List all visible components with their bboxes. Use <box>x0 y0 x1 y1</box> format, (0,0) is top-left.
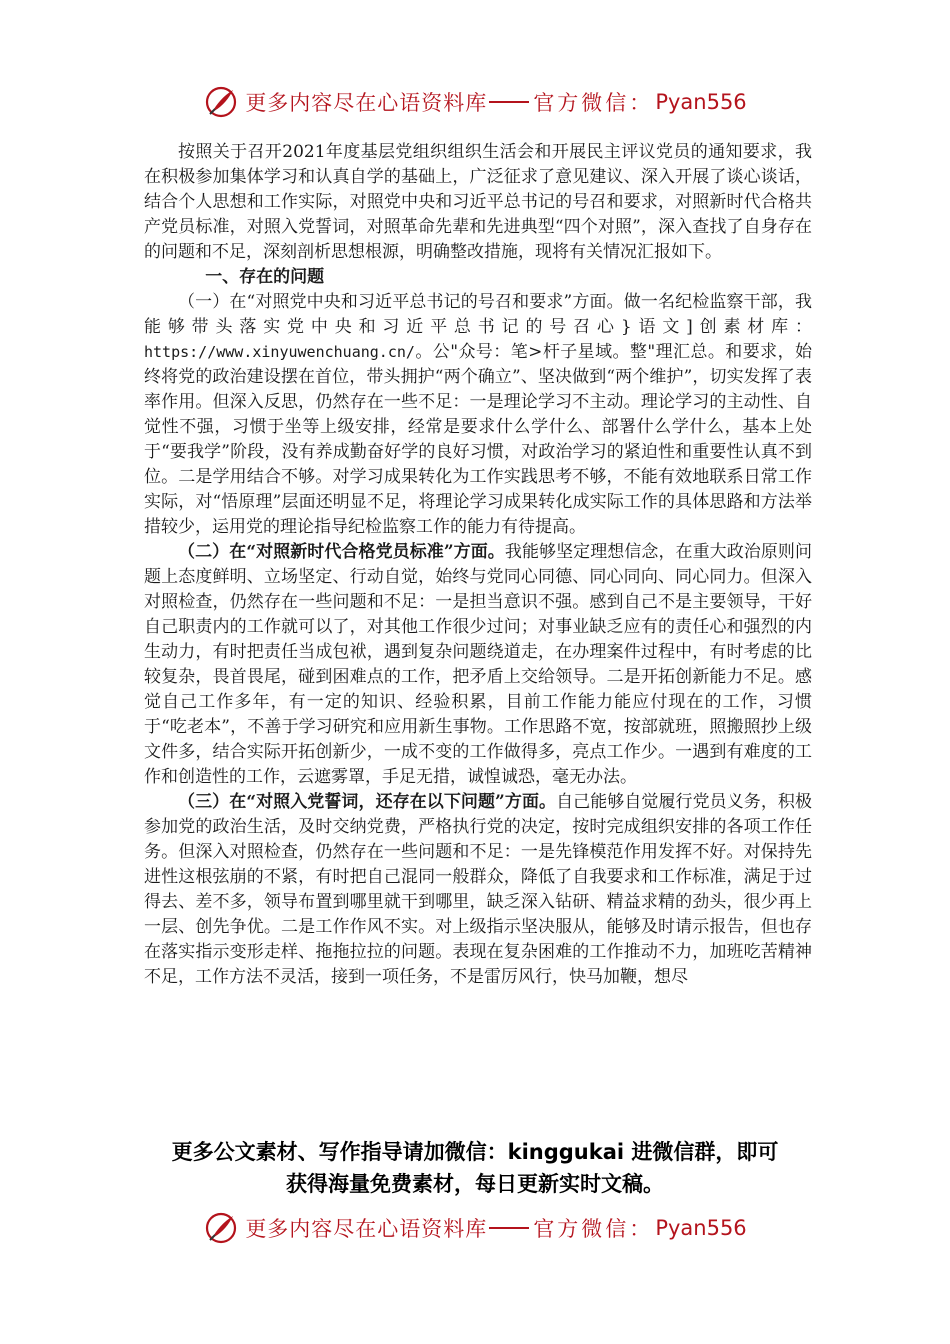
header-banner <box>0 82 950 122</box>
paragraph-2-body: 我能够坚定理想信念，在重大政治原则问题上态度鲜明、立场坚定、行动自觉，始终与党同心同德、同心同向、同心同力。但深入对照检查，仍然存在一些问题和不足：一是担当意识不强。感到自己不是主要领导，干好自己职责内的工作就可以了，对其他工作很少过问；对事业缺乏应有的责任心和强烈的内生动力，有时把责任当成包袱，遇到复杂问题绕道走，在办理案件过程中，有时考虑的比较复杂，畏首畏尾，碰到困难点的工作，把矛盾上交给领导。二是开拓创新能力不足。感觉自己工作多年，有一定的知识、经验积累，目前工作能力能应付现在的工作，习惯于“吃老本”，不善于学习研究和应用新生事物。工作思路不宽，按部就班，照搬照抄上级文件多，结合实际开拓创新少，一成不变的工作做得多，亮点工作少。一遇到有难度的工作和创造性的工作，云遮雾罩，手足无措，诚惶诚恐，毫无办法。 <box>144 542 812 787</box>
paragraph-2 <box>144 540 812 790</box>
footer-dash <box>489 1227 529 1229</box>
quill-logo-icon <box>203 1210 239 1246</box>
paragraph-3-body: 自己能够自觉履行党员义务，积极参加党的政治生活，及时交纳党费，严格执行党的决定，按时完成组织安排的各项工作任务。但深入对照检查，仍然存在一些问题和不足：一是先锋模范作用发挥不好。对保持先进性这根弦崩的不紧，有时把自己混同一般群众，降低了自我要求和工作标准，满足于过得去、差不多，领导布置到哪里就干到哪里，缺乏深入钻研、精益求精的劲头，很少再上一层、创先争优。二是工作作风不实。对上级指示坚决服从，能够及时请示报告，但也存在落实指示变形走样、拖拖拉拉的问题。表现在复杂困难的工作推动不力，加班吃苦精神不足，工作方法不灵活，接到一项任务，不是雷厉风行，快马加鞭，想尽 <box>144 792 812 987</box>
footer-site-name: 更多内容尽在心语资料库 <box>245 1217 488 1241</box>
banner-dash <box>489 101 529 103</box>
footer-wechat-id: Pyan556 <box>655 1216 747 1240</box>
banner-wechat-id: Pyan556 <box>655 90 747 114</box>
footer-banner <box>0 1208 950 1248</box>
banner-wechat-label: 官方微信： <box>533 91 654 115</box>
paragraph-2-lead: （二）在“对照新时代合格党员标准”方面。 <box>178 542 505 562</box>
footer-wechat-label: 官方微信： <box>533 1217 654 1241</box>
paragraph-3 <box>144 790 812 990</box>
paragraph-1 <box>144 290 812 540</box>
paragraph-1-lead: （一）在“对照党中央和习近平总书记的号召和要求”方面。做一名纪检监察干部，我能够带头落实党中央和习近平总书记的号召心}语文]创素材库： <box>144 292 812 337</box>
promo-notice <box>0 1136 950 1200</box>
quill-logo-icon <box>203 84 239 120</box>
promo-line-1: 更多公文素材、写作指导请加微信：kinggukai 进微信群，即可 <box>171 1140 779 1164</box>
intro-paragraph: 按照关于召开2021年度基层党组织组织生活会和开展民主评议党员的通知要求，我在积极参加集体学习和认真自学的基础上，广泛征求了意见建议、深入开展了谈心谈话，结合个人思想和工作实际，对照党中央和习近平总书记的号召和要求，对照新时代合格共产党员标准，对照入党誓词，对照革命先辈和先进典型“四个对照”，深入查找了自身存在的问题和不足，深刻剖析思想根源，明确整改措施，现将有关情况汇报如下。 <box>144 142 812 262</box>
paragraph-1-body: 。公"众号：笔>杆子星域。整"理汇总。和要求，始终将党的政治建设摆在首位，带头拥护“两个确立”、坚决做到“两个维护”，切实发挥了表率作用。但深入反思，仍然存在一些不足：一是理论学习不主动。理论学习的主动性、自觉性不强，习惯于坐等上级安排，经常是要求什么学什么、部署什么学什么，基本上处于“要我学”阶段，没有养成勤奋好学的良好习惯，对政治学习的紧迫性和重要性认真不到位。二是学用结合不够。对学习成果转化为工作实践思考不够，不能有效地联系日常工作实际，对“悟原理”层面还明显不足，将理论学习成果转化成实际工作的具体思路和方法举措较少，运用党的理论指导纪检监察工作的能力有待提高。 <box>144 342 812 537</box>
section-heading: 一、存在的问题 <box>205 267 325 287</box>
banner-site-name: 更多内容尽在心语资料库 <box>245 91 488 115</box>
paragraph-3-lead: （三）在“对照入党誓词，还存在以下问题”方面。 <box>178 792 557 812</box>
document-body <box>144 140 812 990</box>
promo-line-2: 获得海量免费素材，每日更新实时文稿。 <box>286 1172 664 1196</box>
paragraph-1-url: https://www.xinyuwenchuang.cn/ <box>144 343 415 361</box>
